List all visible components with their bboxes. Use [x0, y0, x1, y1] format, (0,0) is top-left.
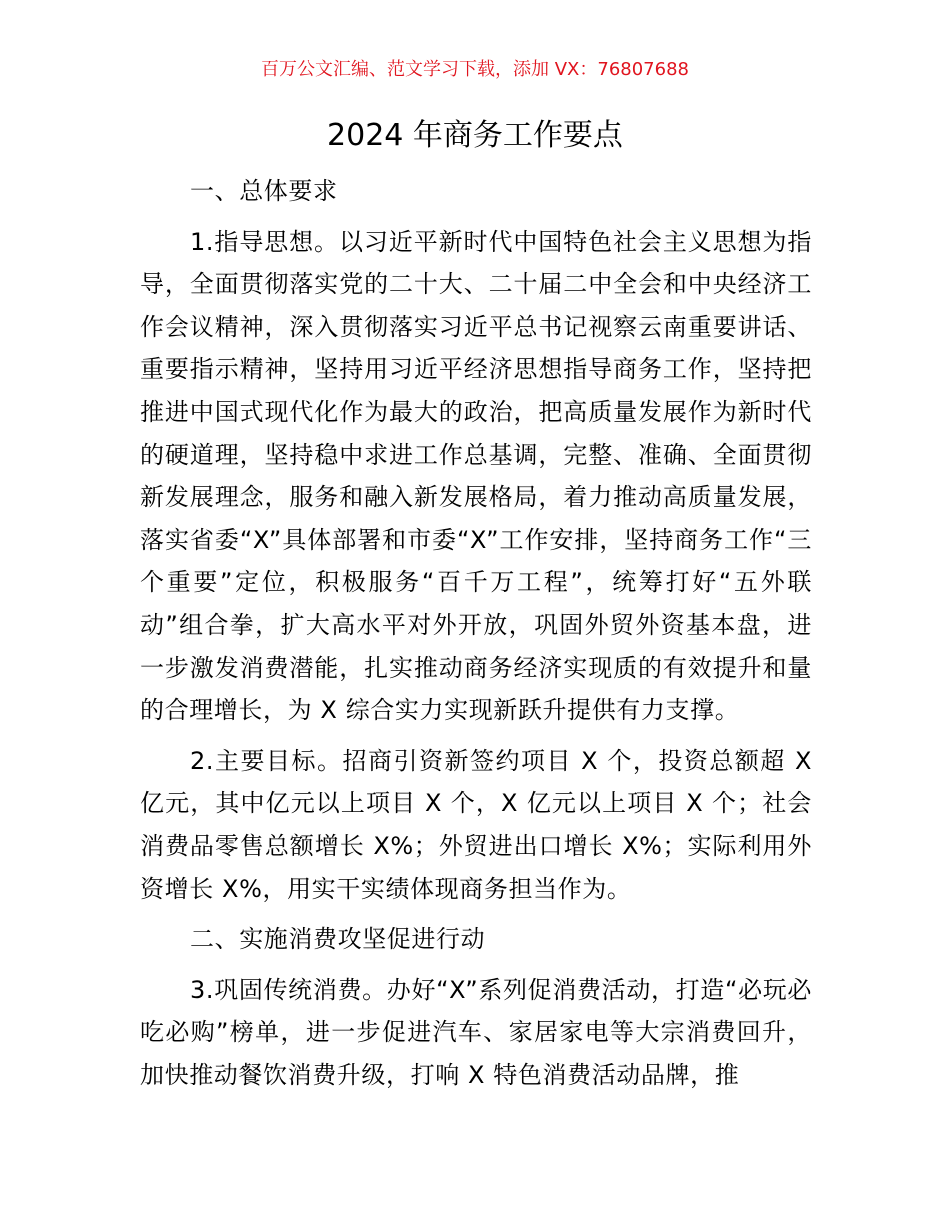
paragraph-traditional-consumption: 3.巩固传统消费。办好“X”系列促消费活动，打造“必玩必吃必购”榜单，进一步促进汽车、家居家电等大宗消费回升，加快推动餐饮消费升级，打响 X 特色消费活动品牌，推: [140, 975, 812, 1089]
section-heading-consumption-action: 二、实施消费攻坚促进行动: [190, 925, 486, 954]
section-heading-general-requirements: 一、总体要求: [190, 177, 338, 205]
paragraph-main-goals: 2.主要目标。招商引资新签约项目 X 个，投资总额超 X 亿元，其中亿元以上项目 X 个，X 亿元以上项目 X 个；社会消费品零售总额增长 X%；外贸进出口增长 X%；实际利用外资增长 X%，用实干实绩体现商务担当作为。: [140, 746, 812, 903]
paragraph-guiding-ideology: 1.指导思想。以习近平新时代中国特色社会主义思想为指导，全面贯彻落实党的二十大、二十届二中全会和中央经济工作会议精神，深入贯彻落实习近平总书记视察云南重要讲话、重要指示精神，坚持用习近平经济思想指导商务工作，坚持把推进中国式现代化作为最大的政治，把高质量发展作为新时代的硬道理，坚持稳中求进工作总基调，完整、准确、全面贯彻新发展理念，服务和融入新发展格局，着力推动高质量发展，落实省委“X”具体部署和市委“X”工作安排，坚持商务工作“三个重要”定位，积极服务“百千万工程”，统筹打好“五外联动”组合拳，扩大高水平对外开放，巩固外贸外资基本盘，进一步激发消费潜能，扎实推动商务经济实现质的有效提升和量的合理增长，为 X 综合实力实现新跃升提供有力支撑。: [140, 227, 812, 725]
watermark-header: 百万公文汇编、范文学习下载，添加 VX：76807688: [261, 59, 689, 80]
document-title: 2024 年商务工作要点: [327, 118, 623, 153]
document-body: [140, 170, 812, 1096]
